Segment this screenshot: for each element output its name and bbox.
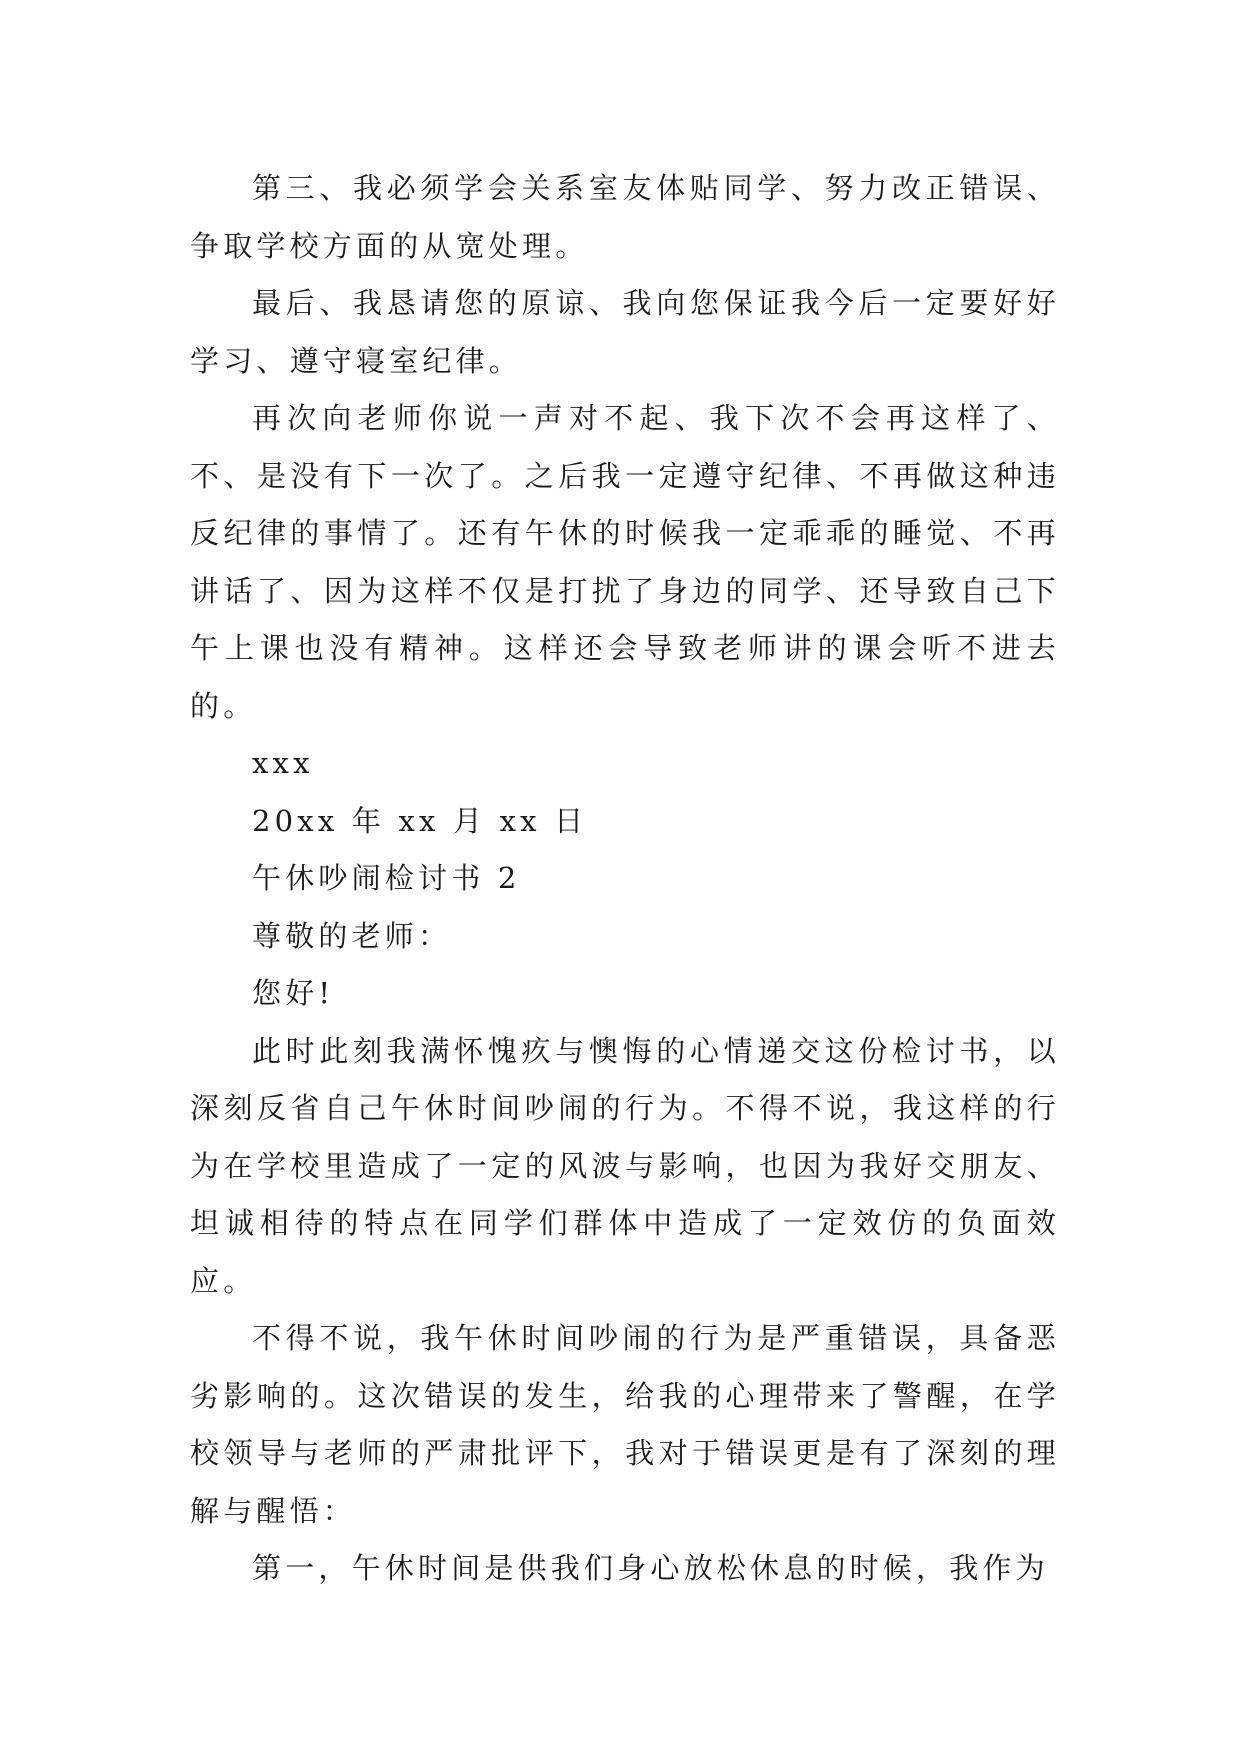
signature: xxx bbox=[252, 746, 314, 780]
paragraph-finally: 最后、我恳请您的原谅、我向您保证我今后一定要好好学习、遵守寝室纪律。 bbox=[190, 286, 1060, 378]
paragraph-third-point: 第三、我必须学会关系室友体贴同学、努力改正错误、争取学校方面的从宽处理。 bbox=[190, 171, 1060, 263]
document-body bbox=[190, 160, 1060, 1598]
paragraph-reflection: 此时此刻我满怀愧疚与懊悔的心情递交这份检讨书，以深刻反省自己午休时间吵闹的行为。不得不说，我这样的行为在学校里造成了一定的风波与影响，也因为我好交朋友、坦诚相待的特点在同学们群体中造成了一定效仿的负面效应。 bbox=[190, 1033, 1060, 1298]
salutation: 尊敬的老师： bbox=[252, 918, 452, 953]
section-title: 午休吵闹检讨书 2 bbox=[252, 861, 521, 895]
paragraph-first-point: 第一，午休时间是供我们身心放松休息的时候，我作为 bbox=[252, 1551, 1049, 1585]
paragraph-apology: 再次向老师你说一声对不起、我下次不会再这样了、不、是没有下一次了。之后我一定遵守纪律、不再做这种违反纪律的事情了。还有午休的时候我一定乖乖的睡觉、不再讲话了、因为这样不仅是打扰了身边的同学、还导致自己下午上课也没有精神。这样还会导致老师讲的课会听不进去的。 bbox=[190, 401, 1060, 723]
date: 20xx 年 xx 月 xx 日 bbox=[252, 803, 588, 838]
greeting: 您好! bbox=[252, 976, 335, 1010]
paragraph-serious-error: 不得不说，我午休时间吵闹的行为是严重错误，具备恶劣影响的。这次错误的发生，给我的心理带来了警醒，在学校领导与老师的严肃批评下，我对于错误更是有了深刻的理解与醒悟： bbox=[190, 1321, 1060, 1528]
